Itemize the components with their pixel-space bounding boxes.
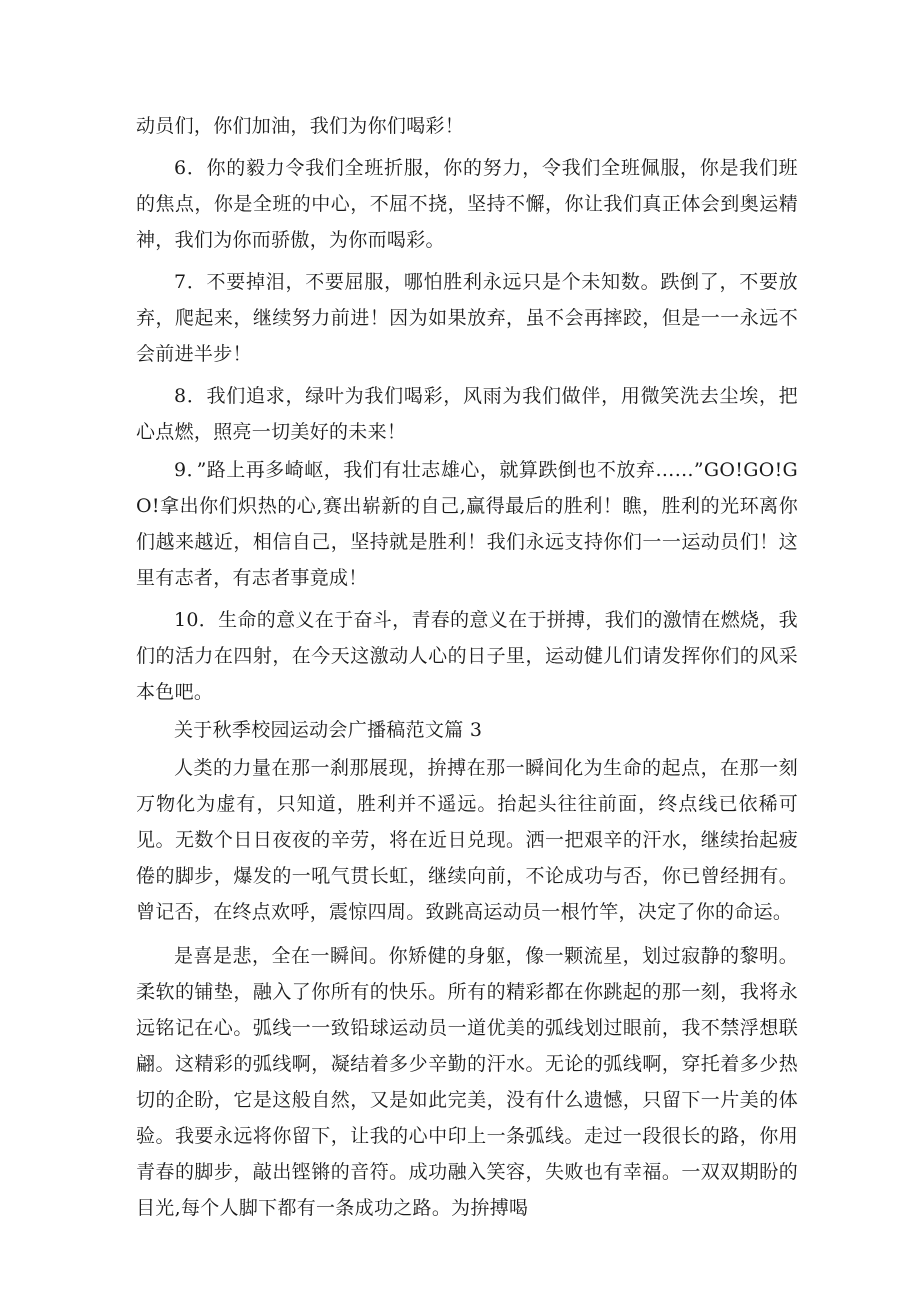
paragraph-item-7: 7．不要掉泪，不要屈服，哪怕胜利永远只是个未知数。跌倒了，不要放弃，爬起来，继续努力前进！因为如果放弃，虽不会再摔跤，但是一一永远不会前进半步！ xyxy=(136,271,798,365)
paragraph-item-6: 6．你的毅力令我们全班折服，你的努力，令我们全班佩服，你是我们班的焦点，你是全班的中心，不屈不挠，坚持不懈，你让我们真正体会到奥运精神，我们为你而骄傲，为你而喝彩。 xyxy=(136,157,798,251)
section-paragraph-1: 人类的力量在那一刹那展现，拚搏在那一瞬间化为生命的起点，在那一刻万物化为虚有，只知道，胜利并不遥远。抬起头往往前面，终点线已依稀可见。无数个日日夜夜的辛劳，将在近日兑现。洒一把艰辛的汗水，继续抬起疲倦的脚步，爆发的一吼气贯长虹，继续向前，不论成功与否，你已曾经拥有。曾记否，在终点欢呼，震惊四周。致跳高运动员一根竹竿，决定了你的命运。 xyxy=(136,757,798,923)
section-heading: 关于秋季校园运动会广播稿范文篇 3 xyxy=(174,719,483,741)
document-body xyxy=(136,108,798,1226)
paragraph-item-9: 9．”路上再多崎岖，我们有壮志雄心，就算跌倒也不放弃……”GO!GO!GO!拿出你们炽热的心,赛出崭新的自己,赢得最后的胜利！瞧，胜利的光环离你们越来越近，相信自己，坚持就是胜利！我们永远支持你们一一运动员们！这里有志者，有志者事竟成！ xyxy=(136,459,798,589)
paragraph-item-10: 10．生命的意义在于奋斗，青春的意义在于拼搏，我们的激情在燃烧，我们的活力在四射，在今天这激动人心的日子里，运动健儿们请发挥你们的风采本色吧。 xyxy=(136,609,798,703)
section-paragraph-2: 是喜是悲，全在一瞬间。你矫健的身躯，像一颗流星，划过寂静的黎明。柔软的铺垫，融入了你所有的快乐。所有的精彩都在你跳起的那一刻，我将永远铭记在心。弧线一一致铅球运动员一道优美的弧线划过眼前，我不禁浮想联翩。这精彩的弧线啊，凝结着多少辛勤的汗水。无论的弧线啊，穿托着多少热切的企盼，它是这般自然，又是如此完美，没有什么遗憾，只留下一片美的体验。我要永远将你留下，让我的心中印上一条弧线。走过一段很长的路，你用青春的脚步，敲出铿锵的音符。成功融入笑容，失败也有幸福。一双双期盼的目光,每个人脚下都有一条成功之路。为拚搏喝 xyxy=(136,945,798,1219)
paragraph-item-8: 8．我们追求，绿叶为我们喝彩，风雨为我们做伴，用微笑洗去尘埃，把心点燃，照亮一切美好的未来！ xyxy=(136,385,798,443)
paragraph-continued: 动员们，你们加油，我们为你们喝彩！ xyxy=(136,115,465,137)
